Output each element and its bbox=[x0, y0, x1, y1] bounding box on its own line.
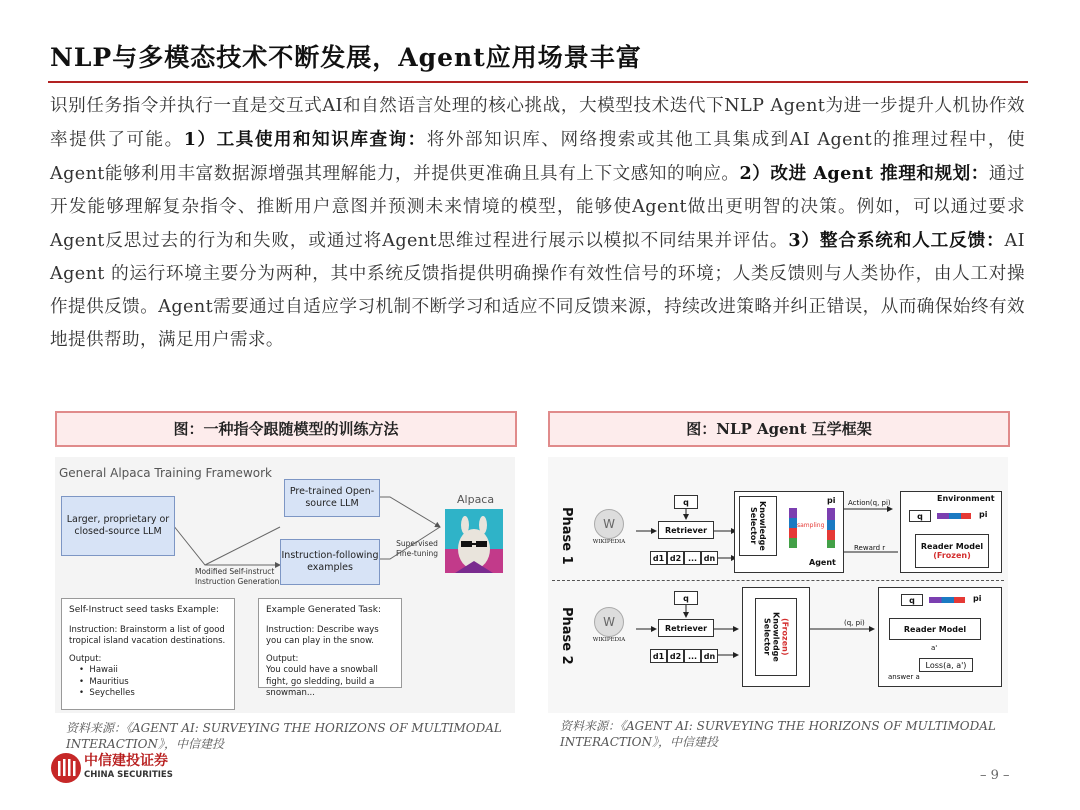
phase-2-label: Phase 2 bbox=[559, 607, 574, 665]
seed-item: • Seychelles bbox=[79, 688, 135, 698]
proprietary-llm-box: Larger, proprietary or closed-source LLM bbox=[61, 496, 175, 556]
reward-label: Reward r bbox=[854, 544, 886, 552]
qpi-label: (q, pi) bbox=[844, 619, 865, 627]
wikipedia-logo-2: W WIKIPEDIA bbox=[586, 607, 632, 651]
seed-item: • Hawaii bbox=[79, 665, 118, 675]
page-number: – 9 – bbox=[980, 768, 1010, 783]
seed-item: • Mauritius bbox=[79, 676, 129, 687]
env-query-box: q bbox=[909, 510, 931, 522]
doc-box: d1 bbox=[650, 551, 667, 565]
point-3-heading: 3）整合系统和人工反馈： bbox=[788, 230, 1005, 251]
reader-model-2: Reader Model bbox=[889, 618, 981, 640]
a-hat-label: a' bbox=[931, 644, 938, 652]
seed-instruction: Instruction: Brainstorm a list of good tropical island vacation destinations. bbox=[69, 624, 226, 646]
seed-tasks-box bbox=[61, 598, 235, 710]
point-2-heading: 2）改进 Agent 推理和规划： bbox=[739, 163, 989, 184]
env-passage bbox=[937, 513, 971, 519]
figure-right-diagram bbox=[548, 457, 1008, 713]
instruction-examples-box: Instruction-following examples bbox=[280, 539, 380, 585]
alpaca-label: Alpaca bbox=[457, 493, 495, 506]
environment-panel bbox=[900, 491, 1002, 573]
wikipedia-logo-1: W WIKIPEDIA bbox=[586, 509, 632, 553]
doc-box: ... bbox=[684, 649, 701, 663]
body-text-2: 将外部知识库、网络搜索或其他工具集成到AI Agent的推理过程中，使Agent能够利用丰富数据源增强其理解能力，并提供更准确且具有上下文感知的响应。 bbox=[50, 130, 1025, 184]
docs-row-1 bbox=[650, 551, 718, 565]
seed-output-label: Output: bbox=[69, 653, 102, 664]
retriever-box-1: Retriever bbox=[658, 521, 714, 539]
pi-label: pi bbox=[827, 496, 836, 505]
reader-pi-label: pi bbox=[973, 594, 982, 603]
doc-box: dn bbox=[701, 649, 718, 663]
figure-left-diagram bbox=[55, 457, 515, 713]
action-label: Action(q, pi) bbox=[848, 499, 891, 507]
body-text-4: AI Agent 的运行环境主要分为两种，其中系统反馈指提供明确操作有效性信号的环境；人类反馈则与人类协作，由人工对操作提供反馈。Agent需要通过自适应学习机制不断学习和适应不同反馈来源，持续改进策略并纠正错误，从而确保始终有效地提供帮助，满足用户需求。 bbox=[50, 231, 1026, 350]
query-box-2: q bbox=[674, 591, 698, 605]
modified-self-instruct-label: Modified Self-instruct Instruction Generation bbox=[195, 567, 280, 586]
doc-box: dn bbox=[701, 551, 718, 565]
reader-model-1: Reader Model (Frozen) bbox=[915, 534, 989, 568]
body-paragraph bbox=[50, 90, 1025, 357]
knowledge-selector-2: Knowledge Selector (Frozen) bbox=[755, 598, 797, 676]
selected-passage-bar bbox=[827, 508, 835, 548]
body-text-3: 通过开发能够理解复杂指令、推断用户意图并预测未来情境的模型，能够使Agent做出更明智的决策。例如，可以通过要求Agent反思过去的行为和失败，或通过将Agent思维过程进行展示以模拟不同结果并评估。 bbox=[50, 164, 1025, 251]
passage-bar bbox=[789, 508, 797, 548]
query-box-1: q bbox=[674, 495, 698, 509]
knowledge-selector-1: Knowledge Selector bbox=[739, 496, 777, 556]
doc-box: d2 bbox=[667, 649, 684, 663]
figure-left-source: 资料来源：《AGENT AI: SURVEYING THE HORIZONS OF MULTIMODAL INTERACTION》，中信建投 bbox=[66, 721, 502, 751]
generated-output-label: Output: bbox=[266, 653, 299, 664]
logo-en: CHINA SECURITIES bbox=[84, 770, 173, 780]
figure-right-source: 资料来源：《AGENT AI: SURVEYING THE HORIZONS OF MULTIMODAL INTERACTION》，中信建投 bbox=[560, 719, 996, 749]
page-title: NLP与多模态技术不断发展，Agent应用场景丰富 bbox=[50, 43, 642, 72]
logo-cn: 中信建投证券 bbox=[84, 753, 168, 769]
supervised-fine-tuning-label: Supervised Fine-tuning bbox=[396, 539, 438, 558]
seed-title: Self-Instruct seed tasks Example: bbox=[69, 605, 219, 615]
point-1-heading: 1）工具使用和知识库查询： bbox=[183, 129, 427, 150]
selector-panel-2 bbox=[742, 587, 810, 687]
env-pi-label: pi bbox=[979, 510, 988, 519]
generated-output-text: You could have a snowball fight, go sledding, build a snowman... bbox=[266, 665, 378, 698]
phase-1-label: Phase 1 bbox=[559, 507, 574, 565]
alpaca-image bbox=[445, 509, 503, 573]
sampling-label: sampling bbox=[797, 522, 825, 529]
generated-task-box bbox=[258, 598, 402, 698]
generated-instruction: Instruction: Describe ways you can play in the snow. bbox=[266, 624, 379, 646]
loss-box: Loss(a, a') bbox=[919, 658, 973, 672]
agent-label: Agent bbox=[809, 558, 836, 567]
pretrained-llm-box: Pre-trained Open-source LLM bbox=[284, 479, 380, 517]
answer-label: answer a bbox=[888, 673, 920, 681]
doc-box: ... bbox=[684, 551, 701, 565]
reader-query-box: q bbox=[901, 594, 923, 606]
reader-passage bbox=[929, 597, 965, 603]
framework-title: General Alpaca Training Framework bbox=[59, 466, 272, 480]
company-logo-icon bbox=[50, 752, 82, 784]
agent-panel bbox=[734, 491, 844, 573]
retriever-box-2: Retriever bbox=[658, 619, 714, 637]
doc-box: d2 bbox=[667, 551, 684, 565]
reader-panel-2 bbox=[878, 587, 1002, 687]
generated-title: Example Generated Task: bbox=[266, 605, 381, 615]
environment-label: Environment bbox=[937, 494, 995, 503]
docs-row-2 bbox=[650, 649, 718, 663]
doc-box: d1 bbox=[650, 649, 667, 663]
figure-left-caption: 图：一种指令跟随模型的训练方法 bbox=[55, 411, 517, 447]
body-text-1: 识别任务指令并执行一直是交互式AI和自然语言处理的核心挑战，大模型技术迭代下NLP Agent为进一步提升人机协作效率提供了可能。 bbox=[50, 96, 1025, 150]
figure-right-caption: 图：NLP Agent 互学框架 bbox=[548, 411, 1010, 447]
footer-logo bbox=[50, 752, 173, 784]
title-divider bbox=[48, 81, 1028, 83]
